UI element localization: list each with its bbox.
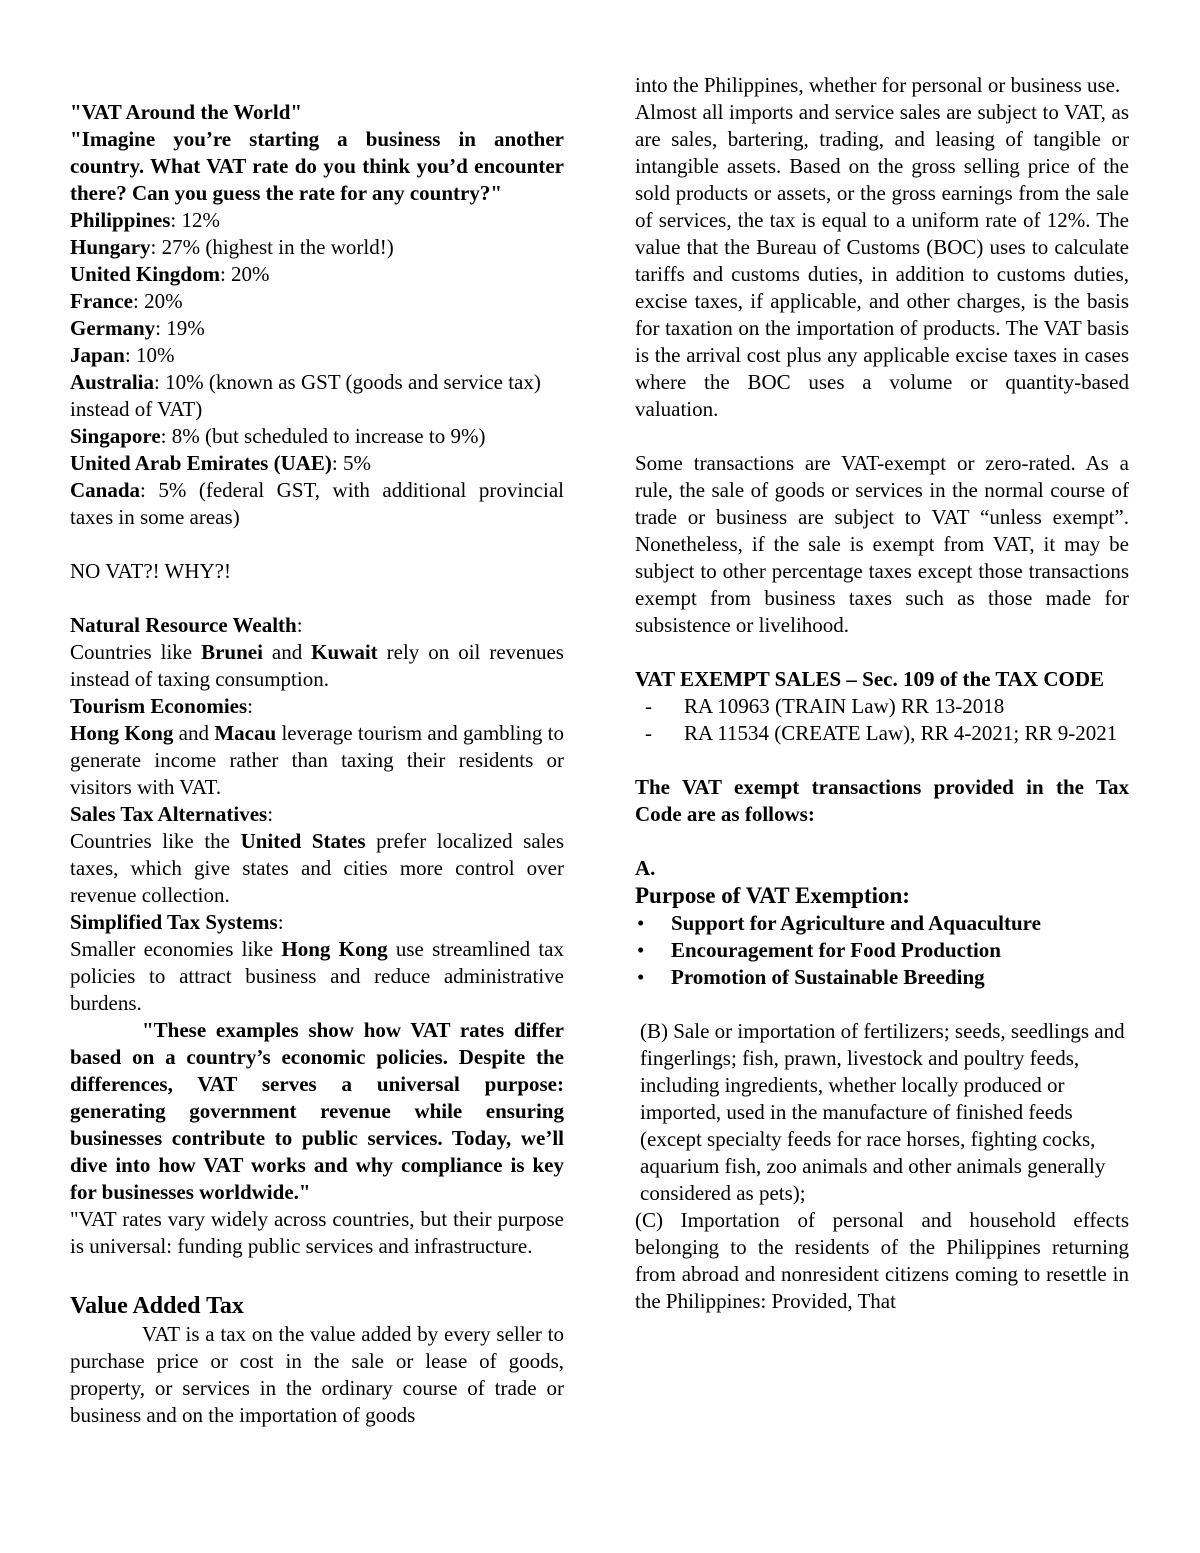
rate-value: : 10% (known as GST (goods and service tax) instead of VAT) bbox=[70, 370, 541, 421]
rate-item bbox=[70, 477, 564, 531]
rate-country: Canada bbox=[70, 478, 141, 502]
rate-country: Hungary bbox=[70, 235, 151, 259]
examples-quote: "These examples show how VAT rates differ based on a country’s economic policies. Despite the differences, VAT serves a universal purpose: generating government revenue while ensuring businesses contribute to public services. Today, we’ll dive into how VAT works and why compliance is key for businesses worldwide." bbox=[70, 1018, 564, 1204]
vat-definition: VAT is a tax on the value added by every seller to purchase price or cost in the sale or lease of goods, property, or services in the ordinary course of trade or business and on the importation of goods bbox=[70, 1322, 564, 1427]
item-b-text: (B) Sale or importation of fertilizers; seeds, seedlings and fingerlings; fish, prawn, livestock and poultry feeds, including ingredients, whether locally produced or imported, used in the manufacture of finished feeds (except specialty feeds for race horses, fighting cocks, aquarium fish, zoo animals and other animals generally considered as pets); bbox=[640, 1019, 1125, 1205]
rate-value: : 10% bbox=[124, 343, 175, 367]
rate-item bbox=[70, 288, 564, 315]
purpose-heading: Purpose of VAT Exemption: bbox=[635, 883, 910, 908]
rate-country: Philippines bbox=[70, 208, 171, 232]
reason-heading: Simplified Tax Systems: bbox=[70, 910, 284, 934]
rate-value: : 19% bbox=[155, 316, 205, 340]
no-vat-heading: NO VAT?! WHY?! bbox=[70, 559, 231, 583]
rate-item bbox=[70, 450, 564, 477]
rate-value: : 12% bbox=[170, 208, 220, 232]
exempt-sales-heading: VAT EXEMPT SALES – Sec. 109 of the TAX CODE bbox=[635, 667, 1105, 691]
rate-country: Singapore bbox=[70, 424, 161, 448]
rate-country: United Kingdom bbox=[70, 262, 220, 286]
rate-country: Japan bbox=[70, 343, 125, 367]
rate-item bbox=[70, 207, 564, 234]
list-item: • Promotion of Sustainable Breeding bbox=[635, 964, 1129, 991]
rate-item bbox=[70, 342, 564, 369]
rate-item bbox=[70, 423, 564, 450]
rate-value: : 5% bbox=[331, 451, 371, 475]
rate-item bbox=[70, 234, 564, 261]
rate-item bbox=[70, 315, 564, 342]
reason-text: Smaller economies like Hong Kong use streamlined tax policies to attract business and reduce administrative burdens. bbox=[70, 937, 564, 1015]
rate-value: : 20% bbox=[219, 262, 270, 286]
list-item: - RA 11534 (CREATE Law), RR 4-2021; RR 9-2021 bbox=[635, 720, 1129, 747]
purpose-list bbox=[635, 910, 1129, 991]
left-column bbox=[70, 72, 564, 1429]
list-item: - RA 10963 (TRAIN Law) RR 13-2018 bbox=[635, 693, 1129, 720]
reason-heading: Sales Tax Alternatives: bbox=[70, 802, 274, 826]
rate-country: Germany bbox=[70, 316, 156, 340]
intro-question: "Imagine you’re starting a business in another country. What VAT rate do you think you’d encounter there? Can you guess the rate for any country?" bbox=[70, 127, 564, 205]
rate-item bbox=[70, 369, 564, 423]
exempt-transactions-heading: The VAT exempt transactions provided in the Tax Code are as follows: bbox=[635, 775, 1129, 826]
rate-value: : 8% (but scheduled to increase to 9%) bbox=[160, 424, 486, 448]
continuation-text: into the Philippines, whether for personal or business use. bbox=[635, 73, 1121, 97]
rate-country: United Arab Emirates (UAE) bbox=[70, 451, 332, 475]
list-item: • Support for Agriculture and Aquaculture bbox=[635, 910, 1129, 937]
reason-heading: Tourism Economies: bbox=[70, 694, 254, 718]
imports-paragraph: Almost all imports and service sales are subject to VAT, as are sales, bartering, trading, and leasing of tangible or intangible assets. Based on the gross selling price of the sold products or assets, or the gross earnings from the sale of services, the tax is equal to a uniform rate of 12%. The value that the Bureau of Customs (BOC) uses to calculate tariffs and customs duties, in addition to customs duties, excise taxes, if applicable, and other charges, is the basis for taxation on the importation of products. The VAT basis is the arrival cost plus any applicable excise taxes in cases where the BOC uses a volume or quantity-based valuation. bbox=[635, 100, 1129, 421]
law-list bbox=[635, 693, 1129, 747]
right-column bbox=[635, 72, 1129, 1315]
rates-vary-text: "VAT rates vary widely across countries, but their purpose is universal: funding public services and infrastructure. bbox=[70, 1207, 564, 1258]
section-label-a: A. bbox=[635, 856, 656, 880]
doc-title: "VAT Around the World" bbox=[70, 100, 303, 124]
rate-country: Australia bbox=[70, 370, 154, 394]
rate-country: France bbox=[70, 289, 133, 313]
rate-value: : 27% (highest in the world!) bbox=[150, 235, 394, 259]
reason-text: Countries like Brunei and Kuwait rely on oil revenues instead of taxing consumption. bbox=[70, 640, 564, 691]
section-heading-value-added-tax: Value Added Tax bbox=[70, 1293, 244, 1319]
list-item: • Encouragement for Food Production bbox=[635, 937, 1129, 964]
reason-text: Hong Kong and Macau leverage tourism and gambling to generate income rather than taxing their residents or visitors with VAT. bbox=[70, 721, 565, 799]
rate-value: : 20% bbox=[132, 289, 183, 313]
reason-heading: Natural Resource Wealth: bbox=[70, 613, 303, 637]
rate-value: : 5% (federal GST, with additional provincial taxes in some areas) bbox=[70, 478, 564, 529]
reason-text: Countries like the United States prefer localized sales taxes, which give states and cities more control over revenue collection. bbox=[70, 829, 564, 907]
vat-rate-list bbox=[70, 207, 564, 531]
exempt-paragraph: Some transactions are VAT-exempt or zero-rated. As a rule, the sale of goods or services in the normal course of trade or business are subject to VAT “unless exempt”. Nonetheless, if the sale is exempt from VAT, it may be subject to other percentage taxes except those transactions exempt from business taxes such as those made for subsistence or livelihood. bbox=[635, 451, 1129, 637]
item-c-text: (C) Importation of personal and household effects belonging to the residents of the Philippines returning from abroad and nonresident citizens coming to resettle in the Philippines: Provided, That bbox=[635, 1208, 1129, 1313]
rate-item bbox=[70, 261, 564, 288]
